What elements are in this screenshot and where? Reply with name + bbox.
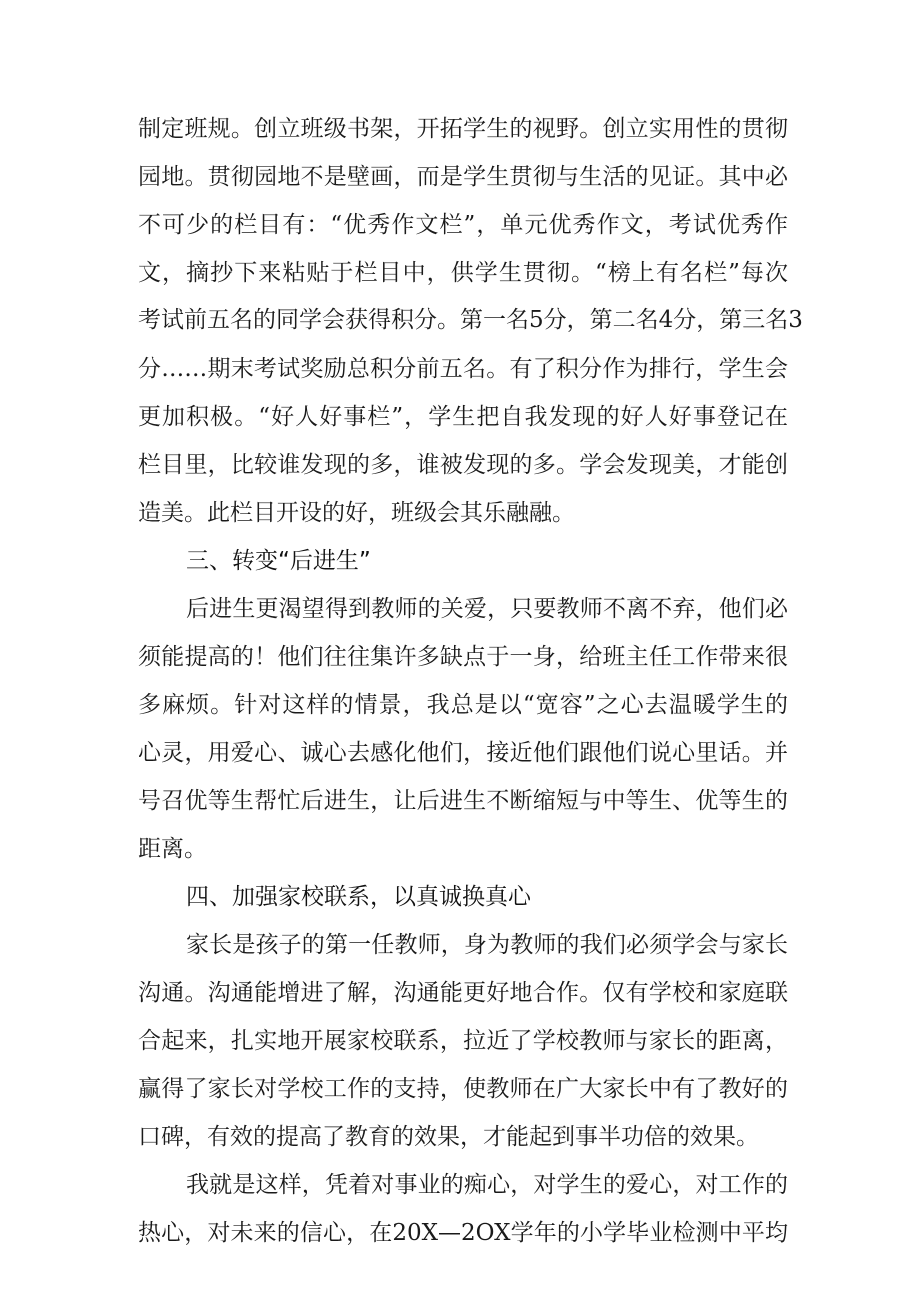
paragraph-line: 更加积极。“好人好事栏”，学生把自我发现的好人好事登记在 [138,404,788,430]
paragraph-line: 多麻烦。针对这样的情景，我总是以“宽容”之心去温暖学生的 [138,692,788,718]
section-heading-3: 三、转变“后进生” [186,548,371,574]
section-heading-4: 四、加强家校联系，以真诚换真心 [186,884,531,910]
paragraph-line: 园地。贯彻园地不是壁画，而是学生贯彻与生活的见证。其中必 [138,164,788,190]
paragraph-line: 沟通。沟通能增进了解，沟通能更好地合作。仅有学校和家庭联 [138,980,788,1006]
paragraph-line: 赢得了家长对学校工作的支持，使教师在广大家长中有了教好的 [138,1076,788,1102]
paragraph-line: 后进生更渴望得到教师的关爱，只要教师不离不弃，他们必 [186,596,788,622]
paragraph-line: 不可少的栏目有：“优秀作文栏”，单元优秀作文，考试优秀作 [138,212,788,238]
paragraph-line: 热心，对未来的信心，在20X—2OX学年的小学毕业检测中平均 [138,1220,788,1246]
paragraph-line: 距离。 [138,836,207,862]
paragraph-line: 考试前五名的同学会获得积分。第一名5分，第二名4分，第三名3 [138,307,803,333]
paragraph-line: 号召优等生帮忙后进生，让后进生不断缩短与中等生、优等生的 [138,788,788,814]
paragraph-line: 心灵，用爱心、诚心去感化他们，接近他们跟他们说心里话。并 [138,740,788,766]
paragraph-line: 制定班规。创立班级书架，开拓学生的视野。创立实用性的贯彻 [138,116,788,142]
paragraph-line: 文，摘抄下来粘贴于栏目中，供学生贯彻。“榜上有名栏”每次 [138,260,788,286]
paragraph-line: 口碑，有效的提高了教育的效果，才能起到事半功倍的效果。 [138,1124,759,1150]
paragraph-line: 栏目里，比较谁发现的多，谁被发现的多。学会发现美，才能创 [138,452,788,478]
paragraph-line: 我就是这样，凭着对事业的痴心，对学生的爱心，对工作的 [186,1172,788,1198]
paragraph-line: 分……期末考试奖励总积分前五名。有了积分作为排行，学生会 [138,356,788,382]
paragraph-line: 造美。此栏目开设的好，班级会其乐融融。 [138,500,575,526]
paragraph-line: 须能提高的！他们往往集许多缺点于一身，给班主任工作带来很 [138,644,788,670]
paragraph-line: 家长是孩子的第一任教师，身为教师的我们必须学会与家长 [186,932,788,958]
paragraph-line: 合起来，扎实地开展家校联系，拉近了学校教师与家长的距离， [138,1028,788,1054]
